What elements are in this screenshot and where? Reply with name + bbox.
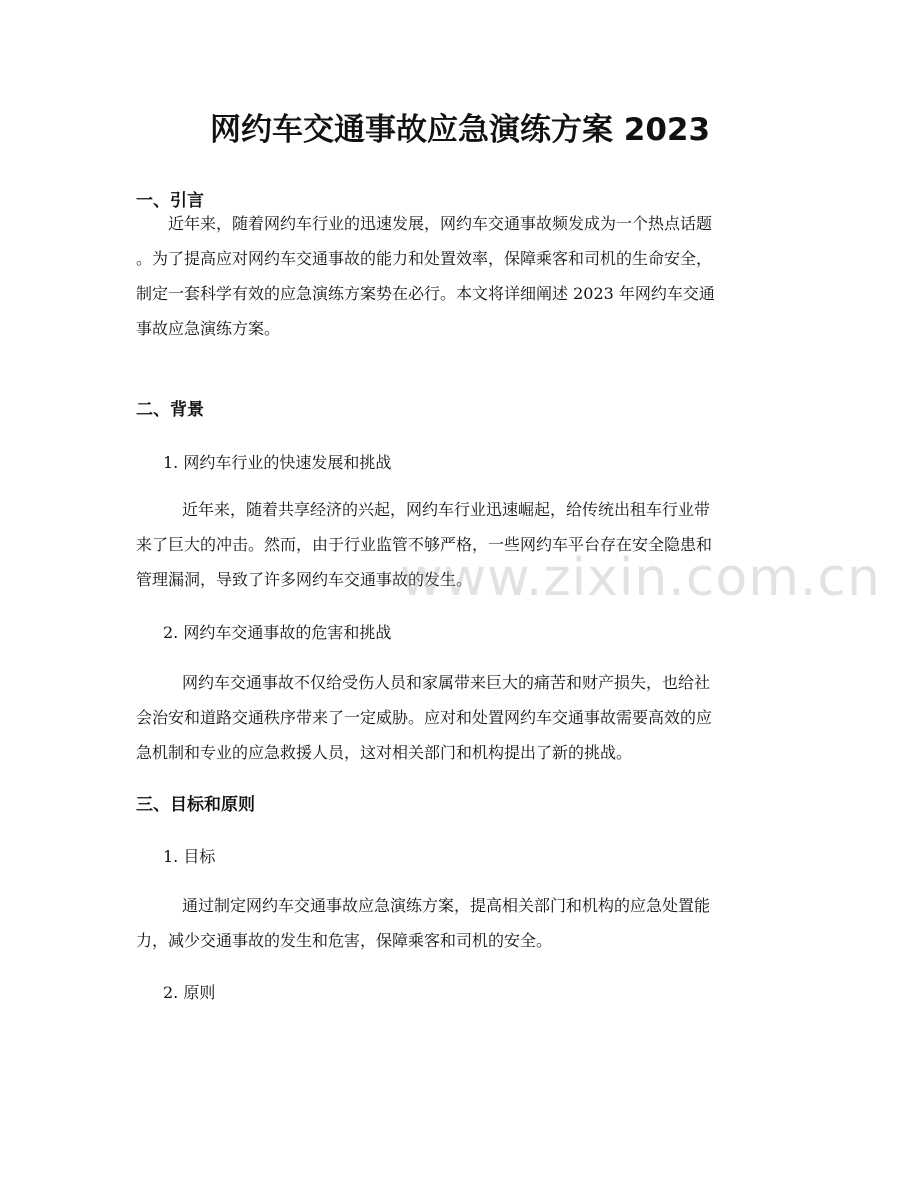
paragraph-line: 制定一套科学有效的应急演练方案势在必行。本文将详细阐述 2023 年网约车交通 [136,284,715,303]
subheading-principles: 2. 原则 [163,983,216,1002]
paragraph-line: 事故应急演练方案。 [136,319,281,338]
section-heading-intro: 一、引言 [136,191,204,211]
paragraph-line: 近年来，随着共享经济的兴起，网约车行业迅速崛起，给传统出租车行业带 [182,500,711,519]
page-title: 网约车交通事故应急演练方案 2023 [209,112,711,148]
section-heading-background: 二、背景 [136,400,204,420]
paragraph-accident-harm [136,665,784,770]
paragraph-intro [136,206,784,346]
paragraph-line: 近年来，随着网约车行业的迅速发展，网约车交通事故频发成为一个热点话题 [168,214,713,233]
paragraph-goal [136,888,784,958]
paragraph-line: 会治安和道路交通秩序带来了一定威胁。应对和处置网约车交通事故需要高效的应 [136,708,713,727]
paragraph-line: 力，减少交通事故的发生和危害，保障乘客和司机的安全。 [136,931,553,950]
subheading-goal: 1. 目标 [163,847,216,866]
paragraph-line: 来了巨大的冲击。然而，由于行业监管不够严格，一些网约车平台存在安全隐患和 [136,535,713,554]
watermark: www.zixin.com.cn [400,548,881,608]
subheading-accident-harm: 2. 网约车交通事故的危害和挑战 [163,623,392,642]
section-heading-goals: 三、目标和原则 [136,795,255,815]
paragraph-line: 通过制定网约车交通事故应急演练方案，提高相关部门和机构的应急处置能 [182,896,711,915]
paragraph-line: 管理漏洞，导致了许多网约车交通事故的发生。 [136,570,473,589]
subheading-industry-development: 1. 网约车行业的快速发展和挑战 [163,453,392,472]
paragraph-line: 网约车交通事故不仅给受伤人员和家属带来巨大的痛苦和财产损失，也给社 [182,673,711,692]
paragraph-line: 。为了提高应对网约车交通事故的能力和处置效率，保障乘客和司机的生命安全， [136,249,713,268]
paragraph-line: 急机制和专业的应急救援人员，这对相关部门和机构提出了新的挑战。 [136,743,633,762]
